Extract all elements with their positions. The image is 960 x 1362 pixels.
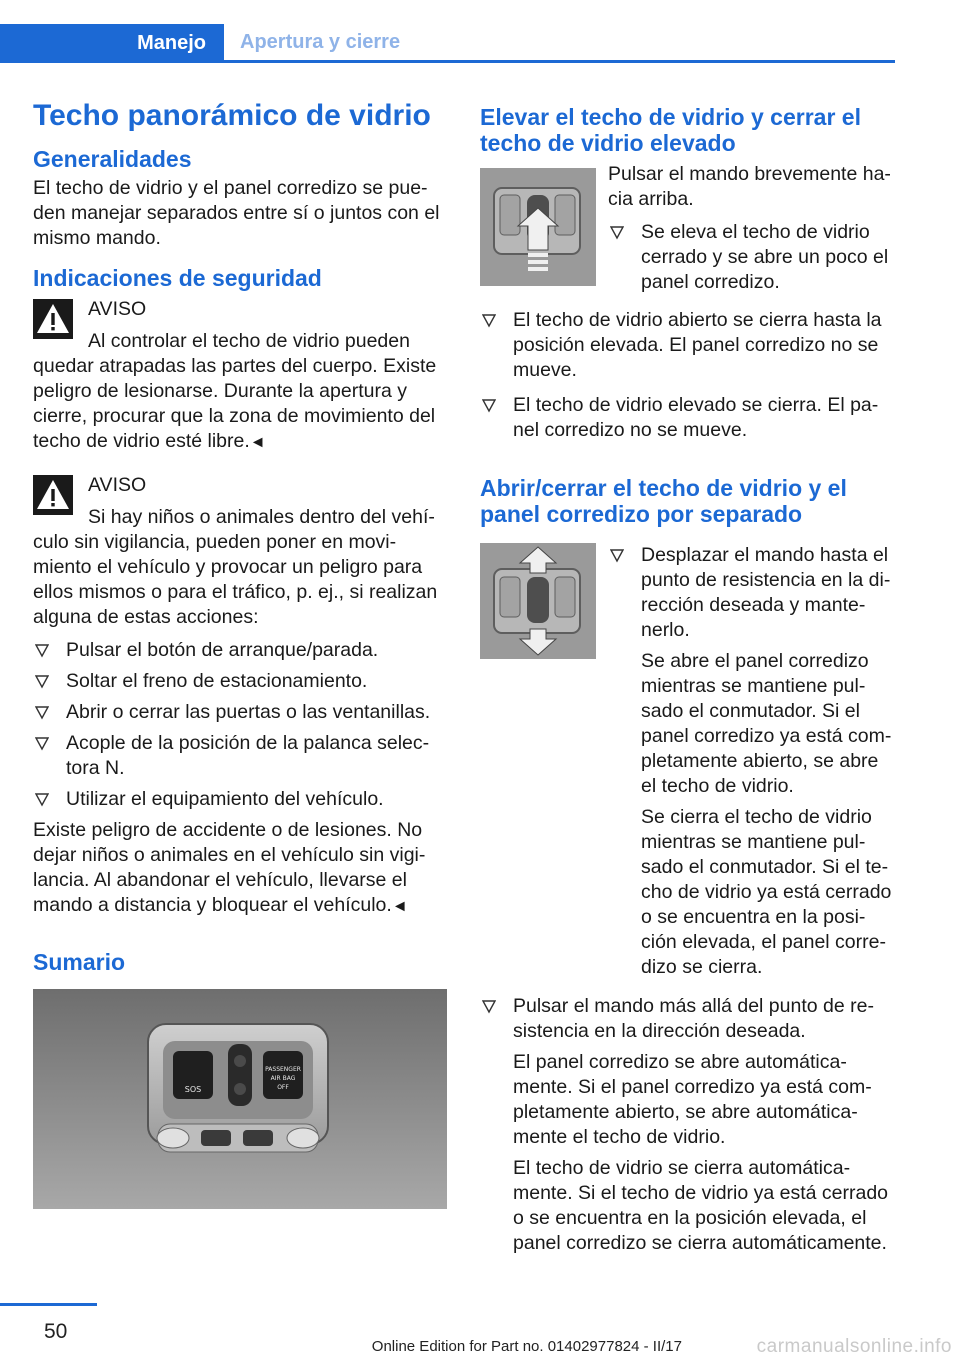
warning-text: quedar atrapadas las partes del cuerpo. Existe peligro de lesionarse. Durante la apertura y cierre, procurar que la zona de movimiento del techo de vidrio esté libre. bbox=[33, 355, 437, 452]
abrir-cerrar-list bbox=[480, 994, 895, 1256]
elevar-intro-block bbox=[480, 163, 895, 294]
list-item bbox=[480, 393, 895, 443]
elevar-intro-text bbox=[608, 162, 898, 301]
edition-info: Online Edition for Part no. 01402977824 - II/17 bbox=[371, 1338, 682, 1355]
triangle-bullet-icon bbox=[35, 706, 49, 720]
warning-block-2 bbox=[33, 473, 445, 630]
triangle-bullet-icon bbox=[35, 793, 49, 807]
warning-text: culo sin vigilancia, pueden poner en movi- miento el vehículo y provocar un peligro para ellos mismos o para el tráfico, p. ej., si realizan alguna de estas acciones: bbox=[33, 531, 438, 628]
warning-label: AVISO bbox=[88, 298, 147, 320]
list-item bbox=[33, 787, 445, 812]
end-mark: ◄ bbox=[249, 434, 266, 451]
list-item bbox=[33, 700, 445, 725]
section-heading-generalidades: Generalidades bbox=[33, 146, 192, 172]
warning-label: AVISO bbox=[88, 474, 147, 496]
right-column bbox=[480, 98, 895, 1262]
end-mark: ◄ bbox=[391, 898, 408, 915]
switch-up-illustration bbox=[480, 168, 596, 286]
warning-closing-text bbox=[33, 818, 445, 919]
section-heading-seguridad: Indicaciones de seguridad bbox=[33, 265, 322, 291]
warning-triangle-icon bbox=[33, 475, 73, 515]
airbag-label: AIR BAG bbox=[270, 1075, 296, 1082]
elevar-list bbox=[480, 308, 895, 443]
switch-slide-illustration bbox=[480, 543, 596, 659]
list-item-text: Utilizar el equipamiento del vehículo. bbox=[66, 788, 384, 810]
section-heading-elevar: Elevar el techo de vidrio y cerrar el techo de vidrio elevado bbox=[480, 104, 861, 156]
list-item-text: Acople de la posición de la palanca selec- tora N. bbox=[66, 732, 430, 779]
warning-action-list bbox=[33, 638, 445, 812]
warning-block-1 bbox=[33, 297, 445, 455]
generalidades-text: El techo de vidrio y el panel corredizo se pue- den manejar separados entre sí o juntos con el mismo mando. bbox=[33, 177, 440, 249]
list-item-paragraph: El panel corredizo se abre automática- mente. Si el panel corredizo ya está com- pletamente abierto, se abre automática- mente el techo de vidrio. bbox=[513, 1051, 872, 1148]
triangle-bullet-icon bbox=[35, 675, 49, 689]
list-item-paragraph: Se abre el panel corredizo mientras se mantiene pul- sado el conmutador. Si el panel corredizo ya está com- pletamente abierto, se abre el techo de vidrio. bbox=[641, 650, 892, 797]
page-number: 50 bbox=[44, 1320, 68, 1343]
list-item-text: Soltar el freno de estacionamiento. bbox=[66, 670, 368, 692]
list-item-text: Abrir o cerrar las puertas o las ventanillas. bbox=[66, 701, 431, 723]
list-item bbox=[33, 731, 445, 781]
page-title: Techo panorámico de vidrio bbox=[33, 99, 431, 132]
watermark: carmanualsonline.info bbox=[756, 1336, 952, 1357]
warning-text-first-line: Si hay niños o animales dentro del vehí- bbox=[88, 506, 435, 528]
list-item bbox=[480, 994, 895, 1256]
footer-rule bbox=[0, 1303, 97, 1306]
triangle-bullet-icon bbox=[482, 399, 496, 413]
list-item-text: Desplazar el mando hasta el punto de resistencia en la di- rección deseada y mante- nerlo. bbox=[641, 544, 891, 641]
warning-text-first-line: Al controlar el techo de vidrio pueden bbox=[88, 330, 410, 352]
header-tab-label: Apertura y cierre bbox=[240, 30, 401, 53]
section-heading-sumario: Sumario bbox=[33, 949, 126, 975]
triangle-bullet-icon bbox=[482, 1000, 496, 1014]
list-item-paragraph: Se cierra el techo de vidrio mientras se mantiene pul- sado el conmutador. Si el te- cho de vidrio ya está cerrado o se encuentra en la posi- ción elevada, el panel corre- dizo se cierra. bbox=[641, 806, 892, 978]
elevar-instruction: Pulsar el mando brevemente ha- cia arriba. bbox=[608, 163, 891, 210]
abrir-cerrar-block bbox=[480, 543, 895, 980]
passenger-label: PASSENGER bbox=[265, 1066, 301, 1073]
list-item bbox=[33, 638, 445, 663]
list-item-text: El techo de vidrio elevado se cierra. El pa- nel corredizo no se mueve. bbox=[513, 394, 879, 441]
warning-closing-sentence: Existe peligro de accidente o de lesiones. No dejar niños o animales en el vehículo sin vigi- lancia. Al abandonar el vehículo, llevarse el mando a distancia y bloquear el vehículo. bbox=[33, 819, 426, 916]
warning-text-body bbox=[33, 354, 445, 455]
header-tab-manejo[interactable] bbox=[0, 24, 224, 63]
list-item bbox=[480, 308, 895, 383]
list-item bbox=[33, 669, 445, 694]
warning-triangle-icon bbox=[33, 299, 73, 339]
header-tab-label: Manejo bbox=[137, 32, 206, 54]
list-item bbox=[608, 220, 898, 295]
overhead-console-photo bbox=[33, 989, 447, 1209]
left-column bbox=[33, 98, 445, 1209]
sos-label: SOS bbox=[184, 1085, 202, 1094]
triangle-bullet-icon bbox=[610, 549, 624, 563]
triangle-bullet-icon bbox=[35, 644, 49, 658]
list-item bbox=[608, 543, 898, 980]
list-item-text: Pulsar el botón de arranque/parada. bbox=[66, 639, 379, 661]
triangle-bullet-icon bbox=[35, 737, 49, 751]
off-label: OFF bbox=[277, 1084, 289, 1091]
list-item-text: El techo de vidrio abierto se cierra hasta la posición elevada. El panel corredizo no se mueve. bbox=[513, 309, 882, 381]
abrir-cerrar-sub-list bbox=[608, 543, 898, 980]
list-item-text: Se eleva el techo de vidrio cerrado y se abre un poco el panel corredizo. bbox=[641, 221, 889, 293]
section-heading-abrir-cerrar: Abrir/cerrar el techo de vidrio y el panel corredizo por separado bbox=[480, 475, 847, 527]
triangle-bullet-icon bbox=[482, 314, 496, 328]
list-item-paragraph: El techo de vidrio se cierra automática- mente. Si el techo de vidrio ya está cerrado o se encuentra en la posición elevada, el panel corredizo se cierra automáticamente. bbox=[513, 1157, 889, 1254]
triangle-bullet-icon bbox=[610, 226, 624, 240]
list-item-text: Pulsar el mando más allá del punto de re- sistencia en la dirección deseada. bbox=[513, 995, 874, 1042]
header-tab-apertura[interactable] bbox=[240, 24, 400, 60]
elevar-sub-list bbox=[608, 220, 898, 295]
